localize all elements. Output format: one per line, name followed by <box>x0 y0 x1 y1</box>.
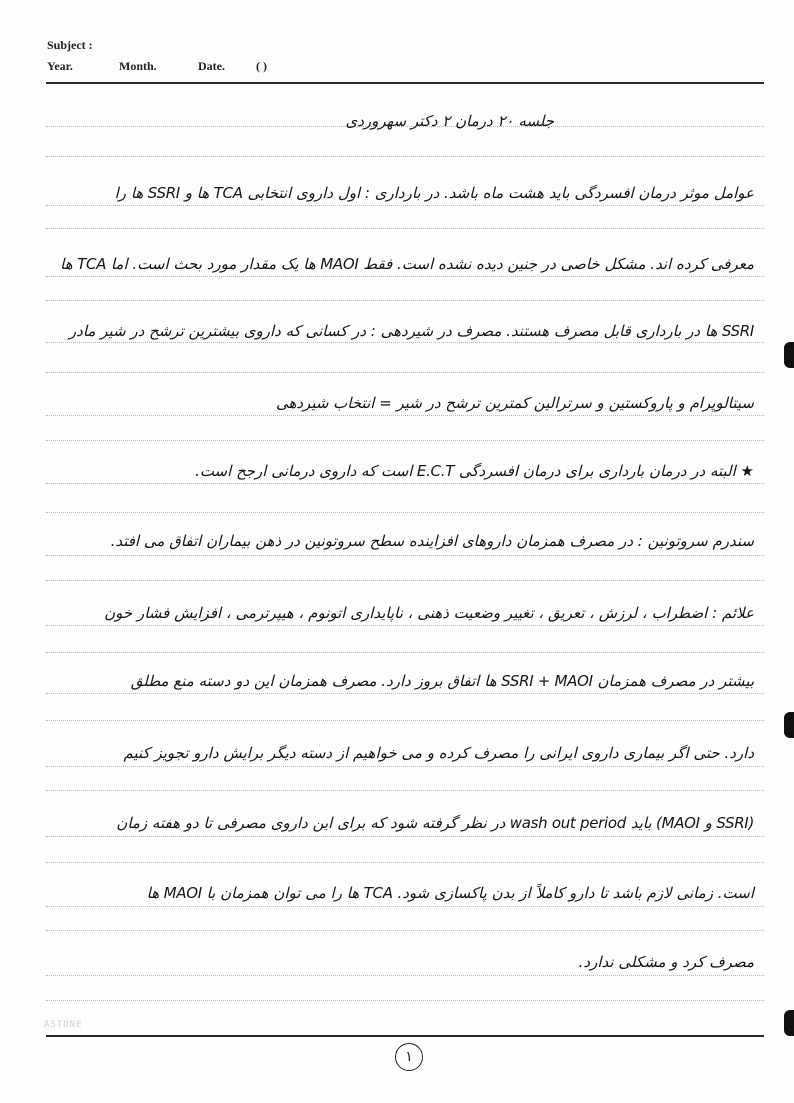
ruled-line <box>46 580 764 581</box>
note-line: معرفی کرده اند. مشکل خاصی در جنین دیده نشده است. فقط MAOI ها یک مقدار مورد بحث است. اما TCA ها <box>60 255 754 273</box>
ruled-line <box>46 975 764 976</box>
note-title: جلسه ۲۰ درمان ۲ دکتر سهروردی <box>345 112 554 130</box>
date-paren: ( ) <box>256 59 267 73</box>
subject-label: Subject : <box>47 38 93 52</box>
ruled-line <box>46 836 764 837</box>
note-line: علائم : اضطراب ، لرزش ، تعریق ، تغییر وضعیت ذهنی ، ناپایداری اتونوم ، هیپرترمی ، افزایش فشار خون <box>104 604 754 622</box>
year-label: Year. <box>47 59 73 73</box>
ruled-line <box>46 372 764 373</box>
ruled-line <box>46 693 764 694</box>
ruled-line <box>46 342 764 343</box>
note-line: سیتالوپرام و پاروکستین و سرترالین کمترین ترشح در شیر = انتخاب شیردهی <box>275 394 754 412</box>
binder-hole-mark <box>784 712 794 738</box>
ruled-line <box>46 720 764 721</box>
month-label: Month. <box>119 59 157 73</box>
ruled-line <box>46 555 764 556</box>
note-line: SSRI ها در بارداری قابل مصرف هستند. مصرف در شیردهی : در کسانی که داروی بیشترین ترشح در شیر مادر <box>68 322 754 340</box>
ruled-line <box>46 300 764 301</box>
binder-hole-mark <box>784 342 794 368</box>
note-line: ★ البته در درمان بارداری برای درمان افسردگی E.C.T است که داروی درمانی ارجح است. <box>195 462 754 480</box>
ruled-line <box>46 862 764 863</box>
footer-rule <box>46 1035 764 1037</box>
ruled-line <box>46 205 764 206</box>
ruled-line <box>46 156 764 157</box>
ruled-line <box>46 625 764 626</box>
ruled-line <box>46 483 764 484</box>
ruled-line <box>46 276 764 277</box>
ruled-line <box>46 766 764 767</box>
ruled-line <box>46 415 764 416</box>
ruled-line <box>46 790 764 791</box>
page-number: ۱ <box>395 1043 423 1071</box>
binder-hole-mark <box>784 1010 794 1036</box>
ruled-line <box>46 652 764 653</box>
paper-brand-stamp: ASTONE <box>44 1020 83 1030</box>
ruled-line <box>46 440 764 441</box>
ruled-line <box>46 906 764 907</box>
note-line: بیشتر در مصرف همزمان SSRI + MAOI ها اتفاق بروز دارد. مصرف همزمان این دو دسته منع مطلق <box>130 672 754 690</box>
note-line: سندرم سروتونین : در مصرف همزمان داروهای افزاینده سطح سروتونین در ذهن بیماران اتفاق می افتد. <box>110 532 754 550</box>
note-line: است. زمانی لازم باشد تا دارو کاملاً از بدن پاکسازی شود. TCA ها را می توان همزمان با MAOI ها <box>146 884 754 902</box>
note-line: دارد. حتی اگر بیماری داروی ایرانی را مصرف کرده و می خواهیم از دسته دیگر برایش دارو تجویز کنیم <box>123 744 754 762</box>
note-line: مصرف کرد و مشکلی ندارد. <box>578 953 754 971</box>
ruled-line <box>46 228 764 229</box>
ruled-line <box>46 930 764 931</box>
header-rule <box>46 82 764 84</box>
date-label: Date. <box>198 59 225 73</box>
note-line: (SSRI و MAOI) باید wash out period در نظر گرفته شود که برای این داروی مصرفی تا دو هفته زمان <box>116 814 754 832</box>
note-line: عوامل موثر درمان افسردگی باید هشت ماه باشد. در بارداری : اول داروی انتخابی TCA ها و SSRI ها را <box>114 184 754 202</box>
ruled-line <box>46 1000 764 1001</box>
ruled-line <box>46 512 764 513</box>
